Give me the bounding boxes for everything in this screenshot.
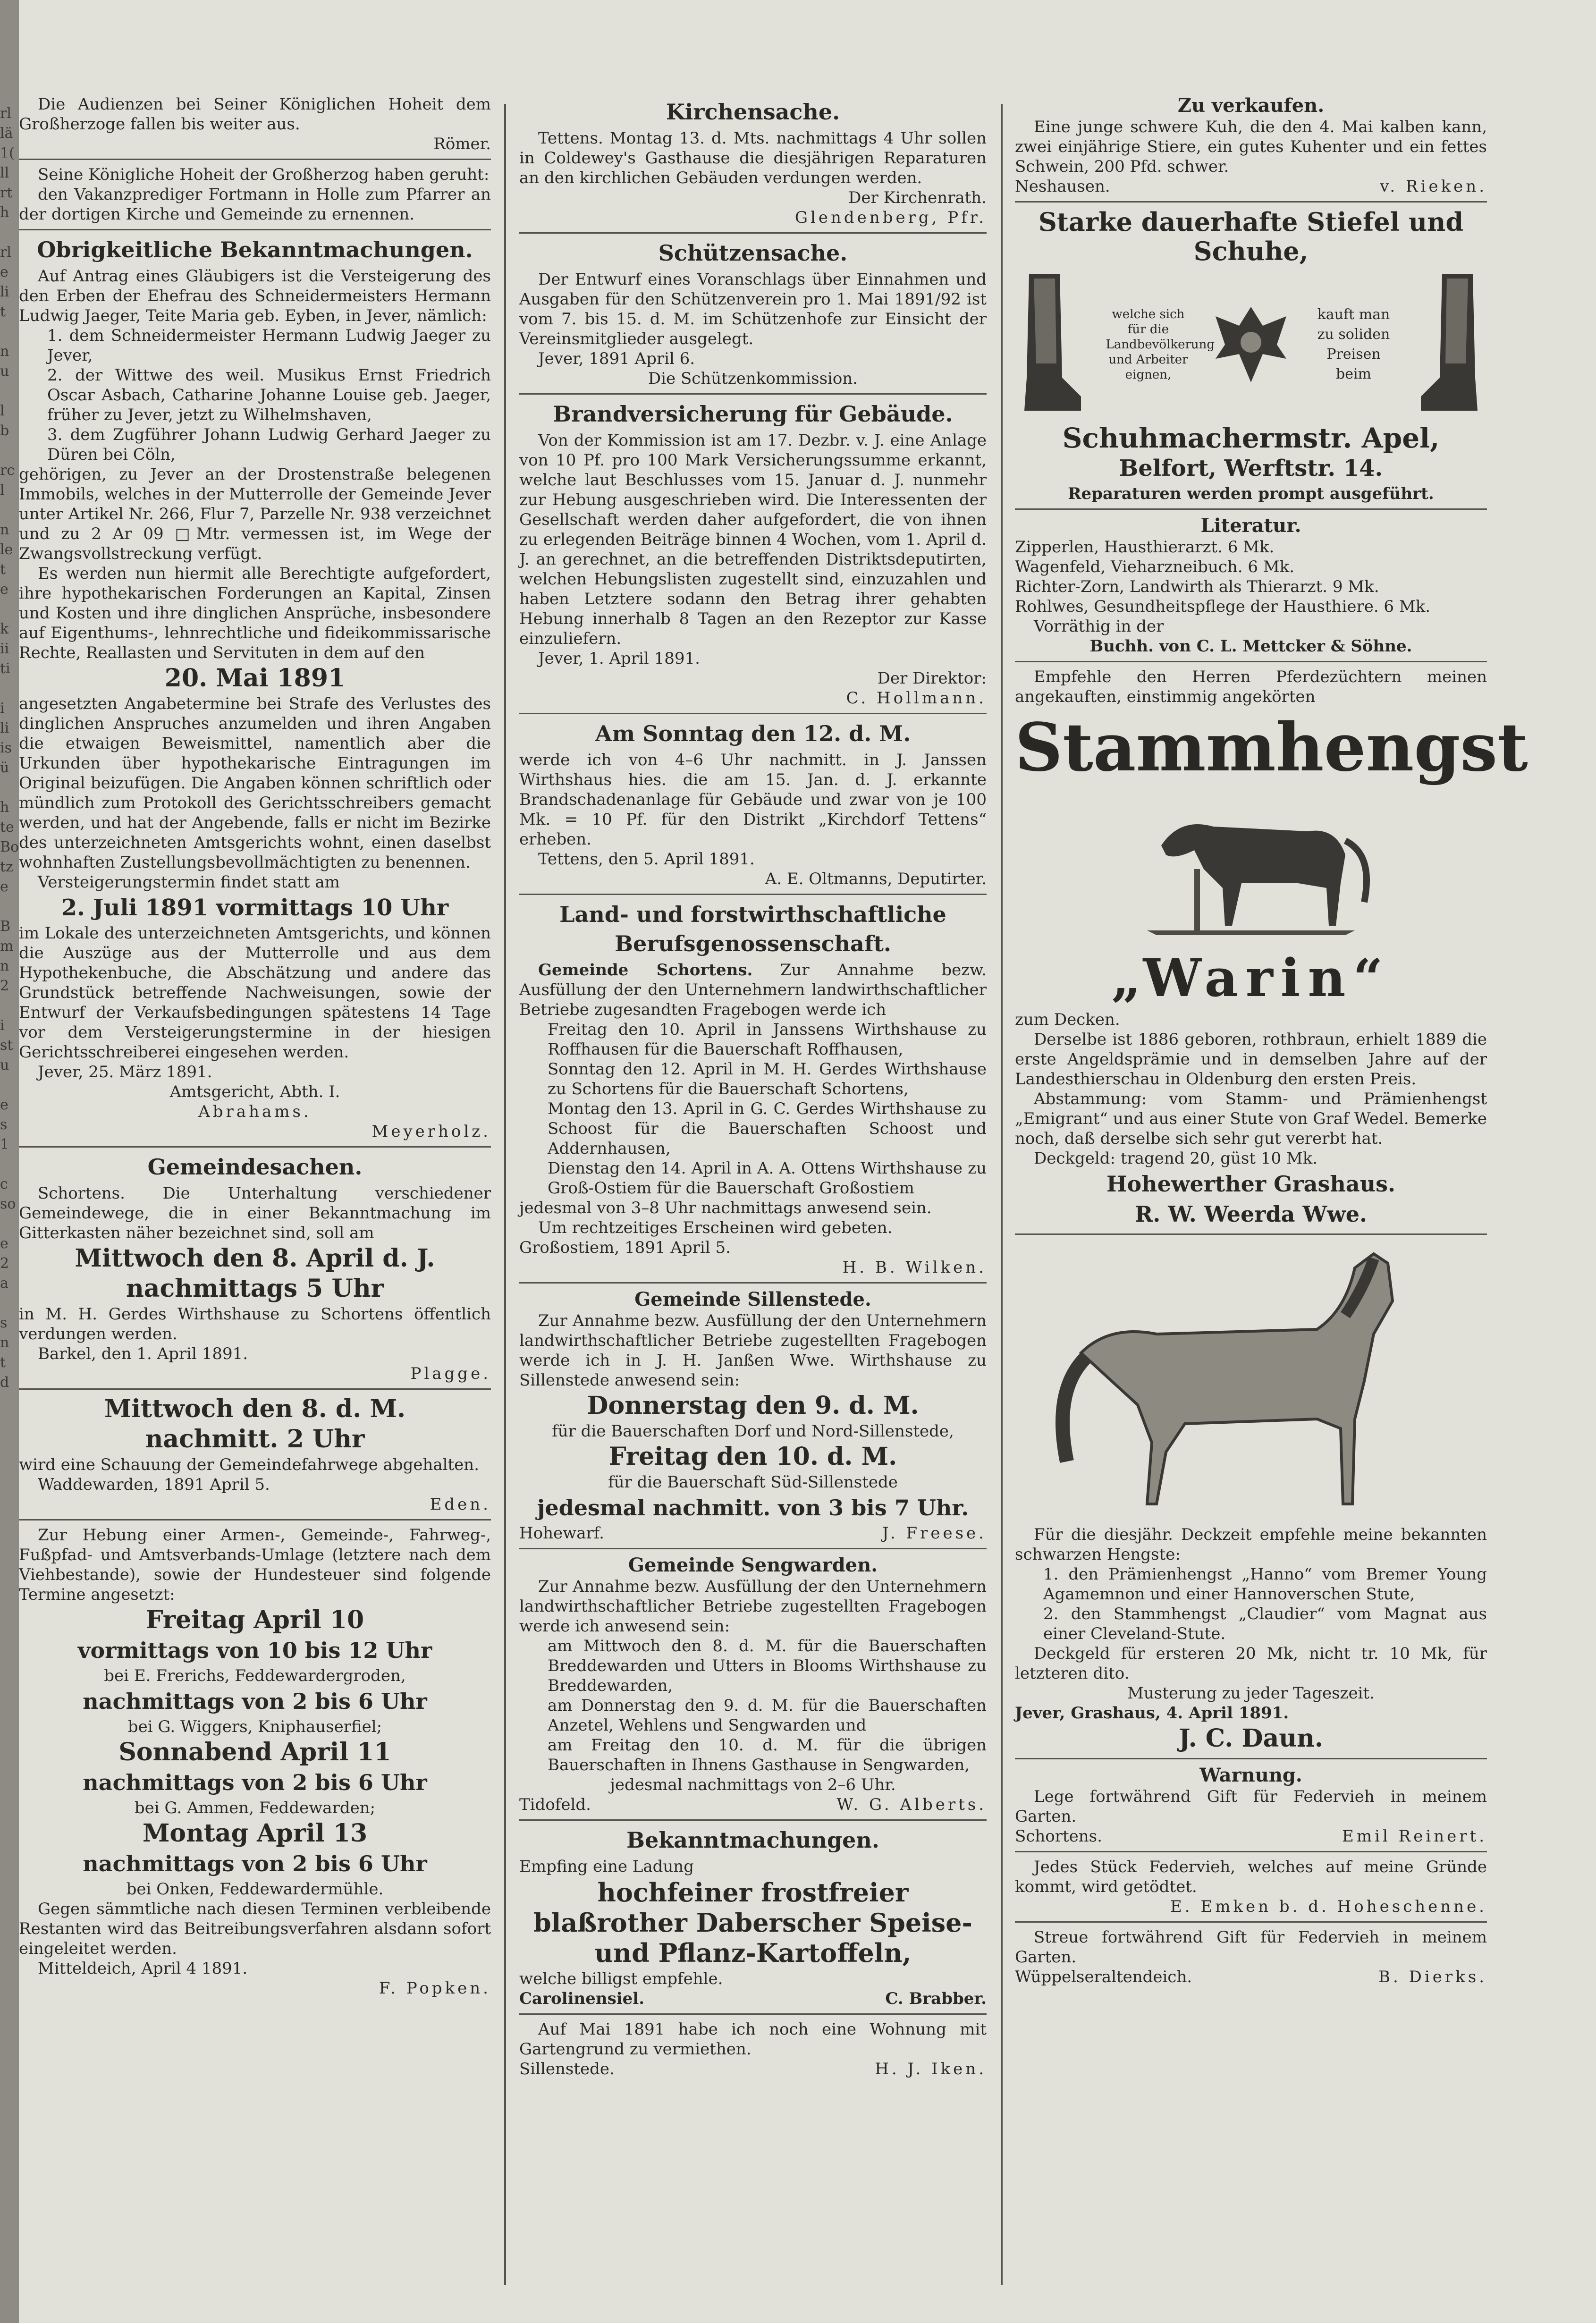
signature: Eden. (430, 1495, 491, 1514)
divider (19, 159, 491, 160)
stallion-name: „Warin“ (1111, 947, 1391, 1008)
divider (1015, 661, 1487, 662)
place-date: Barkel, den 1. April 1891. (38, 1344, 248, 1363)
time-heading: jedesmal nachmitt. von 3 bis 7 Uhr. (537, 1495, 969, 1521)
divider (519, 1282, 987, 1284)
date-heading: Sonnabend April 11 (118, 1738, 391, 1766)
list-item: 2. den Stammhengst „Claudier“ vom Magnat aus einer Cleveland-Stute. (1043, 1605, 1487, 1643)
divider (519, 2013, 987, 2015)
date-heading: Freitag April 10 (145, 1605, 364, 1634)
notice-text: angesetzten Angabetermine bei Strafe des Verlustes des dinglichen Anspruches anzumelden und ihren Angaben die etwaigen Beweismittel, namentlich aber die Urkunden über hypothekarische Eintragungen im Original beizufügen. Die Angaben können schriftlich oder mündlich zum Protokoll des Gerichtsschreibers gemacht werden, und hat der Angebende, falls er nicht im Bezirke des unterzeichneten Amtsgerichts wohnt, einen daselbst wohnhaften Zustellungsbevollmächtigten zu benennen. (19, 694, 491, 872)
ad-headline: Starke dauerhafte Stiefel und Schuhe, (1038, 207, 1464, 266)
place-date: Jever, 1891 April 6. (538, 349, 695, 368)
section-heading: Am Sonntag den 12. d. M. (595, 721, 911, 746)
divider (1015, 201, 1487, 203)
authority: Der Direktor: (877, 669, 987, 688)
divider (519, 232, 987, 234)
signature: Die Schützenkommission. (648, 369, 858, 388)
signature: Emil Reinert. (1342, 1827, 1487, 1846)
signature: R. W. Weerda Wwe. (1135, 1201, 1367, 1227)
signature: H. B. Wilken. (842, 1258, 987, 1277)
boot-icon (1015, 269, 1086, 420)
notice-text: Jedes Stück Federvieh, welches auf meine Gründe kommt, wird getödtet. (1015, 1858, 1487, 1896)
notice-text: Derselbe ist 1886 geboren, rothbraun, erhielt 1889 die erste Angeldsprämie und in demselben Jahre auf der Landesthierschau in Oldenburg den ersten Preis. (1015, 1030, 1487, 1089)
sub-heading: Gemeinde Schortens. (538, 961, 753, 980)
notice-text: Deckgeld für ersteren 20 Mk, nicht tr. 10 Mk, für letzteren dito. (1015, 1644, 1487, 1683)
location: bei Onken, Feddewardermühle. (126, 1880, 384, 1899)
signature: J. C. Daun. (1179, 1724, 1323, 1753)
notice-text: werde ich von 4–6 Uhr nachmitt. in J. Janssen Wirthshaus hies. die am 15. Jan. d. J. erkannte Brandschadenanlage für Gebäude und zwar von je 100 Mk. = 10 Pf. für den Distrikt „Kirchdorf Tettens“ erheben. (519, 751, 987, 849)
sub-heading: Gemeinde Sillenstede. (634, 1288, 871, 1310)
signature: C. Brabber. (885, 1989, 987, 2008)
signature: F. Popken. (379, 1979, 491, 1998)
section-heading: Literatur. (1200, 515, 1301, 537)
time-heading: vormittags von 10 bis 12 Uhr (77, 1638, 432, 1663)
place: Wüppelseraltendeich. (1015, 1968, 1192, 1986)
signature: A. E. Oltmanns, Deputirter. (765, 870, 987, 888)
horse-illustration (1015, 1240, 1487, 1523)
divider (519, 1819, 987, 1821)
list-item: Freitag den 10. April in Janssens Wirthshause zu Roffhausen für die Bauerschaft Roffhausen, (548, 1020, 987, 1059)
time-heading: nachmittags von 2 bis 6 Uhr (83, 1851, 427, 1876)
time-heading: nachmittags von 2 bis 6 Uhr (83, 1689, 427, 1714)
signature: Glendenberg, Pfr. (794, 208, 987, 227)
shoemaker-name: Schuhmachermstr. Apel, (1062, 422, 1440, 454)
notice-text: den Vakanzprediger Fortmann in Holle zum Pfarrer an der dortigen Kirche und Gemeinde zu ernennen. (19, 185, 491, 224)
divider (1015, 1851, 1487, 1852)
place-date: Tettens, den 5. April 1891. (538, 850, 755, 869)
signature: v. Rieken. (1380, 177, 1487, 196)
date-heading: Montag April 13 (142, 1819, 368, 1848)
notice-text: Deckgeld: tragend 20, güst 10 Mk. (1034, 1149, 1318, 1168)
notice-text: Abstammung: vom Stamm- und Prämienhengst „Emigrant“ und aus einer Stute von Graf Wedel. Bemerke noch, daß derselbe sich sehr gut vererbt hat. (1015, 1090, 1487, 1148)
list-item: Sonntag den 12. April in M. H. Gerdes Wirthshause zu Schortens für die Bauerschaft Schortens, (548, 1060, 987, 1098)
place: Schortens. (1015, 1827, 1102, 1846)
signature: E. Emken b. d. Hoheschenne. (1170, 1897, 1487, 1916)
place-date: Jever, Grashaus, 4. April 1891. (1015, 1704, 1289, 1723)
divider (519, 894, 987, 895)
divider (19, 229, 491, 230)
divider (519, 1548, 987, 1549)
place: Sillenstede. (519, 2060, 615, 2078)
notice-text: Vorräthig in der (1034, 617, 1164, 636)
signature: H. J. Iken. (875, 2060, 987, 2078)
section-heading: Kirchensache. (666, 99, 840, 125)
authority: Der Kirchenrath. (848, 188, 987, 207)
date-heading: 2. Juli 1891 vormittags 10 Uhr (61, 895, 449, 921)
notice-text: welche billigst empfehle. (519, 1969, 723, 1988)
column-right (1015, 94, 1528, 1987)
authority: Amtsgericht, Abth. I. (169, 1082, 340, 1101)
list-item: 3. dem Zugführer Johann Ludwig Gerhard Jaeger zu Düren bei Cöln, (47, 425, 491, 464)
list-item: am Mittwoch den 8. d. M. für die Bauerschaften Breddewarden und Utters in Blooms Wirthshause zu Breddewarden, (548, 1637, 987, 1695)
notice-text: Um rechtzeitiges Erscheinen wird gebeten. (538, 1218, 893, 1237)
place: Carolinensiel. (519, 1989, 645, 2008)
list-item: am Donnerstag den 9. d. M. für die Bauerschaften Anzetel, Wehlens und Sengwarden und (548, 1696, 987, 1735)
list-item: Richter-Zorn, Landwirth als Thierarzt. 9 Mk. (1015, 577, 1379, 596)
place-date: Jever, 1. April 1891. (538, 649, 700, 668)
notice-text: Zur Annahme bezw. Ausfüllung der den Unternehmern landwirthschaftlicher Betriebe zugestellten Fragebogen werde ich anwesend sein: (519, 1577, 987, 1636)
notice-text: Empfehle den Herren Pferdezüchtern meinen angekauften, einstimmig angekörten (1015, 667, 1487, 706)
section-heading: Land- und forstwirthschaftliche Berufsgenossenschaft. (559, 902, 946, 956)
location: bei E. Frerichs, Feddewardergroden, (104, 1666, 406, 1685)
list-item: Rohlwes, Gesundheitspflege der Hausthiere. 6 Mk. (1015, 597, 1431, 616)
column-rule (504, 104, 506, 2285)
notice-text: Lege fortwährend Gift für Federvieh in meinem Garten. (1015, 1787, 1487, 1826)
section-heading: Brandversicherung für Gebäude. (553, 401, 953, 427)
section-heading: Obrigkeitliche Bekanntmachungen. (37, 237, 473, 262)
notice-text: zum Decken. (1015, 1010, 1120, 1029)
location: für die Bauerschaften Dorf und Nord-Sillenstede, (552, 1422, 954, 1441)
adjacent-page-text: rl lä 1( ll rt h rl e li t n u l b rc l n le t e k ii ti i li is ü h te Bo tz e B m n 2 i st u e s 1 c so e 2 a s n t d (0, 105, 19, 1391)
stallion-headline: Stammhengst (1015, 709, 1528, 786)
list-item: Montag den 13. April in G. C. Gerdes Wirthshause zu Schoost für die Bauerschaften Schoost und Addernhausen, (548, 1099, 987, 1158)
notice-text: Auf Antrag eines Gläubigers ist die Versteigerung des den Erben der Ehefrau des Schneidermeisters Hermann Ludwig Jaeger, Teite Maria geb. Eyben, in Jever, nämlich: (19, 267, 491, 325)
notice-text: Von der Kommission ist am 17. Dezbr. v. J. eine Anlage von 10 Pf. pro 100 Mark Versicherungssumme erkannt, welche laut Beschlusses vom 15. Januar d. J. nunmehr zur Hebung ausgeschrieben wird. Die Interessenten der Gesellschaft werden daher aufgefordert, die von ihnen zu erlegenden Beiträge binnen 4 Wochen, vom 1. April d. J. an gerechnet, an die betreffenden Distriktsdeputirten, welchen Hebungslisten zugestellt sind, einzuzahlen und haben Letztere sodann den Betrag ihrer gehabten Hebung innerhalb 8 Tagen an den Rezeptor zur Kasse einzuliefern. (519, 431, 987, 648)
section-heading: Schützensache. (658, 240, 848, 266)
divider (1015, 1921, 1487, 1923)
notice-text: Tettens. Montag 13. d. Mts. nachmittags 4 Uhr sollen in Coldewey's Gasthause die diesjährigen Reparaturen an den kirchlichen Gebäuden verdungen werden. (519, 129, 987, 187)
notice-text: Empfing eine Ladung (519, 1857, 694, 1876)
notice-text: Streue fortwährend Gift für Federvieh in meinem Garten. (1015, 1928, 1487, 1967)
date-heading: Mittwoch den 8. April d. J. (75, 1244, 435, 1273)
place-date: Großostiem, 1891 April 5. (519, 1238, 731, 1257)
list-item: Wagenfeld, Vieharzneibuch. 6 Mk. (1015, 558, 1295, 576)
divider (1015, 1758, 1487, 1759)
notice-text: gehörigen, zu Jever an der Drostenstraße belegenen Immobils, welches in der Mutterrolle der Gemeinde Jever unter Artikel Nr. 266, Flur 7, Parzelle Nr. 938 verzeichnet und zu 2 Ar 09 □Mtr. vermessen ist, im Wege der Zwangsvollstreckung verfügt. (19, 465, 491, 563)
section-heading: Zu verkaufen. (1177, 94, 1325, 117)
divider (1015, 508, 1487, 510)
divider (519, 713, 987, 714)
date-heading: 20. Mai 1891 (164, 664, 346, 693)
section-heading: Bekanntmachungen. (626, 1827, 879, 1853)
notice-text: im Lokale des unterzeichneten Amtsgerichts, und können die Auszüge aus der Mutterrolle und aus dem Hypothekenbuche, die Abschätzung und andere das Grundstück betreffende Nachweisungen, sowie der Entwurf der Verkaufsbedingungen spätestens 14 Tage vor dem Versteigerungstermine in der hiesigen Gerichtsschreiberei eingesehen werden. (19, 924, 491, 1062)
location: für die Bauerschaft Süd-Sillenstede (608, 1473, 898, 1492)
date-heading: Freitag den 10. d. M. (608, 1442, 897, 1471)
list-item: am Freitag den 10. d. M. für die übrigen Bauerschaften in Ihnens Gasthause in Sengwarden, (548, 1736, 987, 1774)
notice-text: Zur Annahme bezw. Ausfüllung der den Unternehmern landwirthschaftlicher Betriebe zugestellten Fragebogen werde ich in J. H. Janßen Wwe. Wirthshause zu Sillenstede anwesend sein: (519, 1311, 987, 1390)
eagle-crest-icon (1211, 297, 1291, 392)
notice-text: Gegen sämmtliche nach diesen Terminen verbleibende Restanten wird das Beitreibungsverfahren alsdann sofort eingeleitet werden. (19, 1900, 491, 1958)
ad-text: welche sich für die Landbevölkerung und Arbeiter eignen, (1106, 307, 1215, 382)
place: Tidofeld. (519, 1795, 591, 1814)
signature: B. Dierks. (1378, 1968, 1487, 1986)
notice-text: Zur Annahme bezw. Ausfüllung der den Unternehmern landwirthschaftlicher Betriebe zugesandten Fragebogen werde ich (519, 961, 987, 1019)
notice-text: jedesmal nachmittags von 2–6 Uhr. (610, 1775, 896, 1794)
place-date: Jever, 25. März 1891. (38, 1063, 212, 1081)
notice-text: in M. H. Gerdes Wirthshause zu Schortens öffentlich verdungen werden. (19, 1305, 491, 1343)
notice-text: Auf Mai 1891 habe ich noch eine Wohnung mit Gartengrund zu vermiethen. (519, 2020, 987, 2059)
boot-ad-illustration (1015, 267, 1487, 422)
divider (1015, 1233, 1487, 1235)
place: Hohewerther Grashaus. (1106, 1171, 1395, 1197)
place: Hohewarf. (519, 1524, 604, 1543)
signature: Abrahams. (198, 1102, 312, 1121)
divider (519, 393, 987, 395)
notice-text: Musterung zu jeder Tageszeit. (1127, 1684, 1375, 1703)
section-heading: Warnung. (1199, 1764, 1302, 1786)
notice-text: Der Entwurf eines Voranschlags über Einnahmen und Ausgaben für den Schützenverein pro 1. Mai 1891/92 ist vom 7. bis 15. d. M. im Schützenhofe zur Einsicht der Vereinsmitglieder ausgelegt. (519, 270, 987, 348)
divider (19, 1519, 491, 1521)
list-item: 1. dem Schneidermeister Hermann Ludwig Jaeger zu Jever, (47, 326, 491, 365)
shoemaker-address: Belfort, Werftstr. 14. (1119, 455, 1383, 481)
notice-text: Versteigerungstermin findet statt am (38, 873, 340, 892)
notice-text: jedesmal von 3–8 Uhr nachmittags anwesend sein. (519, 1199, 932, 1217)
boot-icon (1416, 269, 1487, 420)
column-left (19, 94, 491, 1998)
divider (19, 1388, 491, 1390)
horse-illustration (1015, 789, 1487, 945)
place: Neshausen. (1015, 177, 1110, 196)
signature: J. Freese. (882, 1524, 987, 1543)
date-heading: Mittwoch den 8. d. M. (104, 1394, 406, 1423)
ad-headline: hochfeiner frostfreier blaßrother Daberscher Speise- und Pflanz-Kartoffeln, (533, 1877, 972, 1968)
notice-text: Es werden nun hiermit alle Berechtigte aufgefordert, ihre hypothekarischen Forderungen an Kapital, Zinsen und Kosten und ihre dinglichen Ansprüche, insbesondere auf Eigenthums-, lehnrechtliche und fideikommissarische Rechte, Reallasten und Servituten in dem auf den (19, 564, 491, 662)
place-date: Mitteldeich, April 4 1891. (38, 1959, 248, 1978)
location: bei G. Wiggers, Kniphauserfiel; (127, 1717, 382, 1736)
signature: W. G. Alberts. (836, 1795, 987, 1814)
adjacent-page-edge (0, 0, 19, 2323)
column-middle (519, 94, 987, 2079)
notice-text: Eine junge schwere Kuh, die den 4. Mai kalben kann, zwei einjährige Stiere, ein gutes Kuhenter und ein fettes Schwein, 200 Pfd. schwer. (1015, 118, 1487, 176)
signature: Meyerholz. (372, 1122, 491, 1141)
divider (19, 1146, 491, 1148)
notice-text: wird eine Schauung der Gemeindefahrwege abgehalten. (19, 1455, 480, 1474)
signature: Plagge. (410, 1364, 491, 1383)
column-rule (1001, 104, 1003, 2285)
time-heading: nachmitt. 2 Uhr (145, 1425, 365, 1453)
location: bei G. Ammen, Feddewarden; (134, 1799, 376, 1817)
signature: Römer. (433, 135, 491, 153)
time-heading: nachmittags von 2 bis 6 Uhr (83, 1770, 427, 1795)
date-heading: Donnerstag den 9. d. M. (587, 1391, 919, 1420)
notice-text: Schortens. Die Unterhaltung verschiedener Gemeindewege, die in einer Bekanntmachung im Gitterkasten näher bezeichnet sind, soll am (19, 1184, 491, 1242)
list-item: 2. der Wittwe des weil. Musikus Ernst Friedrich Oscar Asbach, Catharine Johanne Louise geb. Jaeger, früher zu Jever, jetzt zu Wilhelmshaven, (47, 366, 491, 424)
notice-text: Für die diesjähr. Deckzeit empfehle meine bekannten schwarzen Hengste: (1015, 1525, 1487, 1564)
list-item: 1. den Prämienhengst „Hanno“ vom Bremer Young Agamemnon und einer Hannoverschen Stute, (1043, 1565, 1487, 1604)
signature: Buchh. von C. L. Mettcker & Söhne. (1089, 637, 1412, 656)
sub-heading: Gemeinde Sengwarden. (628, 1554, 878, 1576)
signature: C. Hollmann. (846, 689, 987, 708)
list-item: Zipperlen, Hausthierarzt. 6 Mk. (1015, 538, 1275, 557)
place-date: Waddewarden, 1891 April 5. (38, 1475, 270, 1494)
notice-text: Seine Königliche Hoheit der Großherzog haben geruht: (38, 165, 490, 184)
ad-text: kauft man zu soliden Preisen beim (1317, 306, 1390, 382)
ad-text: Reparaturen werden prompt ausgeführt. (1068, 484, 1434, 503)
list-item: Dienstag den 14. April in A. A. Ottens Wirthshause zu Groß-Ostiem für die Bauerschaft Großostiem (548, 1159, 987, 1198)
notice-text: Die Audienzen bei Seiner Königlichen Hoheit dem Großherzoge fallen bis weiter aus. (19, 95, 491, 134)
section-heading: Gemeindesachen. (147, 1154, 363, 1180)
time-heading: nachmittags 5 Uhr (126, 1274, 384, 1303)
notice-text: Zur Hebung einer Armen-, Gemeinde-, Fahrweg-, Fußpfad- und Amtsverbands-Umlage (letztere nach dem Viehbestande), sowie der Hundesteuer sind folgende Termine angesetzt: (19, 1526, 491, 1604)
